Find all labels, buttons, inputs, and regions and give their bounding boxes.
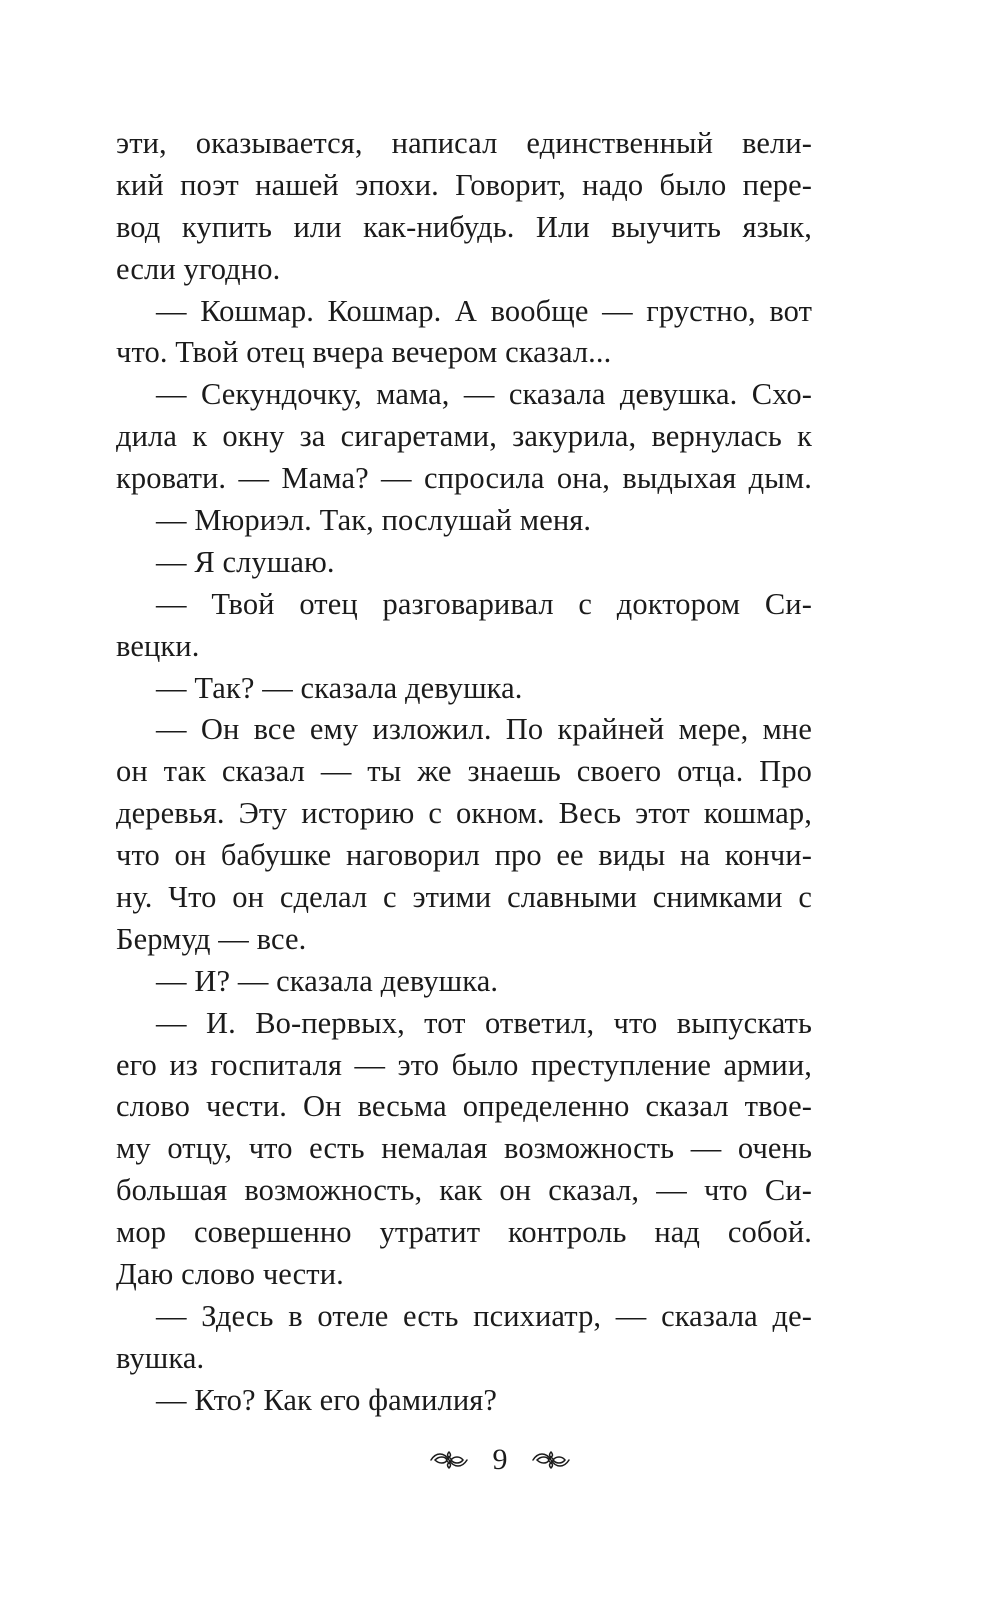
body-text	[116, 123, 812, 1422]
text-line: — Твой отец разговаривал с доктором Си-	[156, 586, 812, 621]
flourish-ornament-icon	[427, 1446, 471, 1474]
text-line: дила к окну за сигаретами, закурила, вернулась к	[116, 419, 812, 454]
text-line: его из госпиталя — это было преступление армии,	[116, 1047, 812, 1082]
text-line: — Кто? Как его фамилия?	[156, 1382, 498, 1417]
text-line: му отцу, что есть немалая возможность — очень	[116, 1131, 812, 1166]
text-line: — Я слушаю.	[156, 544, 335, 579]
text-line: эти, оказывается, написал единственный вели-	[116, 126, 812, 160]
text-line: — Он все ему изложил. По крайней мере, мне	[156, 712, 812, 747]
text-line: — Так? — сказала девушка.	[156, 670, 523, 705]
text-line: кий поэт нашей эпохи. Говорит, надо было пере-	[116, 167, 812, 202]
page-number: 9	[492, 1443, 508, 1476]
text-line: кровати. — Мама? — спросила она, выдыхая дым.	[116, 461, 812, 496]
flourish-ornament-icon	[529, 1446, 573, 1474]
text-line: Бермуд — все.	[116, 921, 307, 956]
text-line: он так сказал — ты же знаешь своего отца. Про	[116, 754, 812, 789]
text-line: вод купить или как-нибудь. Или выучить язык,	[116, 209, 812, 244]
text-line: — Кошмар. Кошмар. А вообще — грустно, вот	[156, 293, 812, 328]
text-line: ну. Что он сделал с этими славными снимками с	[116, 880, 812, 915]
text-line: деревья. Эту историю с окном. Весь этот кошмар,	[116, 796, 812, 831]
text-line: большая возможность, как он сказал, — что Си-	[116, 1173, 812, 1208]
text-line: — Здесь в отеле есть психиатр, — сказала де-	[156, 1298, 812, 1333]
text-line: слово чести. Он весьма определенно сказал твое-	[116, 1089, 812, 1124]
text-line: — И? — сказала девушка.	[156, 963, 499, 998]
page-footer	[0, 1440, 1000, 1480]
text-line: вецки.	[116, 628, 200, 663]
text-line: — Мюриэл. Так, послушай меня.	[156, 503, 592, 538]
text-line: Даю слово чести.	[116, 1257, 344, 1292]
text-line: что. Твой отец вчера вечером сказал...	[116, 335, 612, 370]
text-line: вушка.	[116, 1340, 205, 1375]
text-line: — И. Во-первых, тот ответил, что выпускать	[156, 1005, 812, 1040]
text-line: если угодно.	[116, 251, 281, 286]
text-line: что он бабушке наговорил про ее виды на кончи-	[116, 838, 812, 873]
text-line: мор совершенно утратит контроль над собой.	[116, 1215, 812, 1250]
text-line: — Секундочку, мама, — сказала девушка. Схо-	[156, 377, 812, 412]
